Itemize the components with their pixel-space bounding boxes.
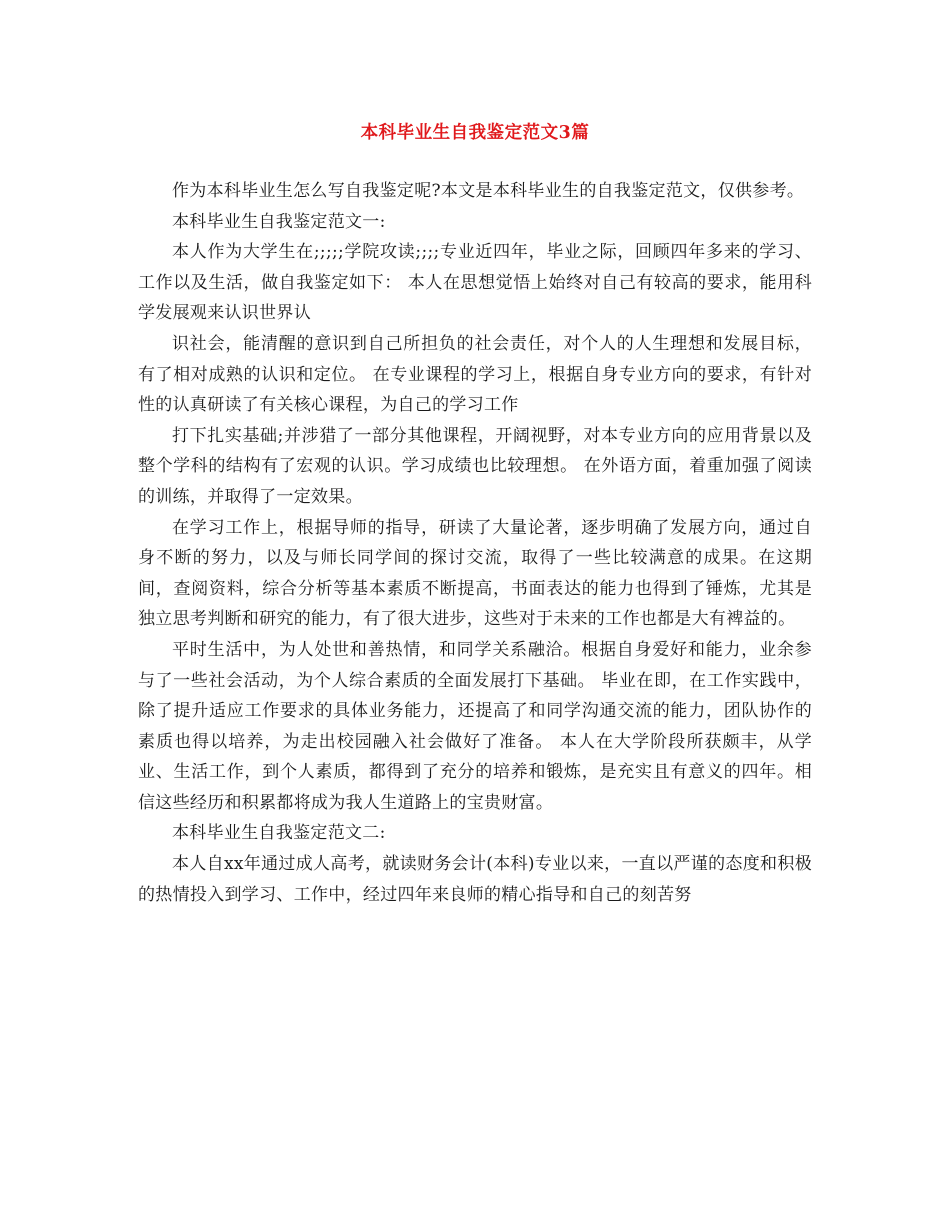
body-paragraph: 在学习工作上，根据导师的指导，研读了大量论著，逐步明确了发展方向，通过自身不断的努力，以及与师长同学间的探讨交流，取得了一些比较满意的成果。在这期间，查阅资料，综合分析等基本素质不断提高，书面表达的能力也得到了锤炼，尤其是独立思考判断和研究的能力，有了很大进步，这些对于未来的工作也都是大有裨益的。: [138, 517, 812, 630]
body-paragraph: 本人自xx年通过成人高考，就读财务会计(本科)专业以来，一直以严谨的态度和积极的热情投入到学习、工作中，经过四年来良师的精心指导和自己的刻苦努: [138, 854, 812, 905]
intro-paragraph: 作为本科毕业生怎么写自我鉴定呢?本文是本科毕业生的自我鉴定范文，仅供参考。: [172, 181, 805, 201]
body-paragraph: 本人作为大学生在;;;;;学院攻读;;;;专业近四年，毕业之际，回顾四年多来的学习、工作以及生活，做自我鉴定如下： 本人在思想觉悟上始终对自己有较高的要求，能用科学发展观来认识世界认: [138, 242, 812, 324]
document-title: 本科毕业生自我鉴定范文3篇: [360, 123, 590, 143]
section-heading-sample-two: 本科毕业生自我鉴定范文二:: [172, 823, 386, 844]
document-body: [138, 176, 812, 910]
body-paragraph: 打下扎实基础;并涉猎了一部分其他课程，开阔视野，对本专业方向的应用背景以及整个学科的结构有了宏观的认识。学习成绩也比较理想。 在外语方面，着重加强了阅读的训练，并取得了一定效果。: [138, 425, 812, 507]
section-heading-sample-one: 本科毕业生自我鉴定范文一:: [172, 211, 386, 232]
body-paragraph: 平时生活中，为人处世和善热情，和同学关系融洽。根据自身爱好和能力，业余参与了一些社会活动，为个人综合素质的全面发展打下基础。 毕业在即，在工作实践中，除了提升适应工作要求的具体业务能力，还提高了和同学沟通交流的能力，团队协作的素质也得以培养，为走出校园融入社会做好了准备。 本人在大学阶段所获颇丰，从学业、生活工作，到个人素质，都得到了充分的培养和锻炼，是充实且有意义的四年。相信这些经历和积累都将成为我人生道路上的宝贵财富。: [138, 639, 812, 813]
body-paragraph: 识社会，能清醒的意识到自己所担负的社会责任，对个人的人生理想和发展目标，有了相对成熟的认识和定位。 在专业课程的学习上，根据自身专业方向的要求，有针对性的认真研读了有关核心课程，为自己的学习工作: [138, 333, 812, 416]
